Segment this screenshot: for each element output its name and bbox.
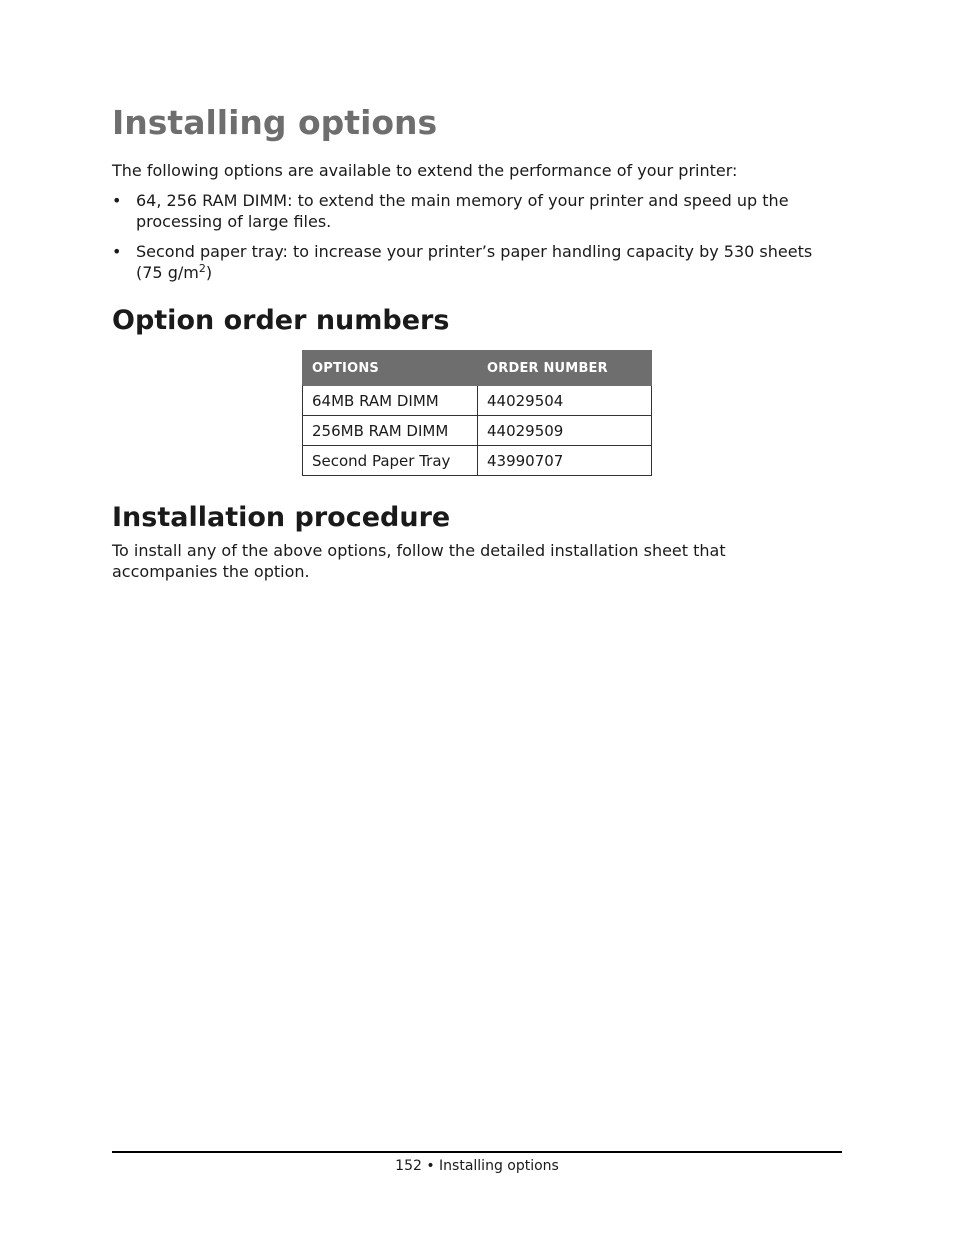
page-title: Installing options [112, 103, 438, 142]
footer-divider [112, 1151, 842, 1153]
options-bullet-list [112, 190, 842, 292]
bullet-item-paper-tray [112, 241, 842, 283]
order-numbers-heading: Option order numbers [112, 305, 450, 336]
page-footer: 152 • Installing options [395, 1158, 559, 1174]
order-numbers-table [302, 350, 652, 476]
column-header-order-number: ORDER NUMBER [478, 351, 652, 386]
superscript-exponent: 2 [198, 262, 206, 275]
bullet-text-paper-tray: Second paper tray: to increase your printer’s paper handling capacity by 530 sheets (75 g/m [136, 242, 813, 282]
intro-paragraph: The following options are available to extend the performance of your printer: [112, 161, 738, 180]
order-number-cell: 43990707 [478, 446, 652, 476]
option-cell: Second Paper Tray [303, 446, 478, 476]
order-number-cell: 44029504 [478, 386, 652, 416]
bullet-item-ram [112, 190, 842, 232]
bullet-text-suffix: ) [205, 263, 213, 282]
order-number-cell: 44029509 [478, 416, 652, 446]
column-header-options: OPTIONS [303, 351, 478, 386]
installation-procedure-text: To install any of the above options, follow the detailed installation sheet that accompanies the option. [112, 541, 726, 581]
table-row [303, 416, 652, 446]
table-row [303, 386, 652, 416]
option-cell: 256MB RAM DIMM [303, 416, 478, 446]
table-header-row [303, 351, 652, 386]
bullet-icon: • [112, 191, 122, 210]
bullet-text-ram: 64, 256 RAM DIMM: to extend the main memory of your printer and speed up the processing of large files. [136, 191, 789, 231]
bullet-icon: • [112, 242, 122, 261]
option-cell: 64MB RAM DIMM [303, 386, 478, 416]
table-row [303, 446, 652, 476]
installation-procedure-heading: Installation procedure [112, 502, 451, 533]
